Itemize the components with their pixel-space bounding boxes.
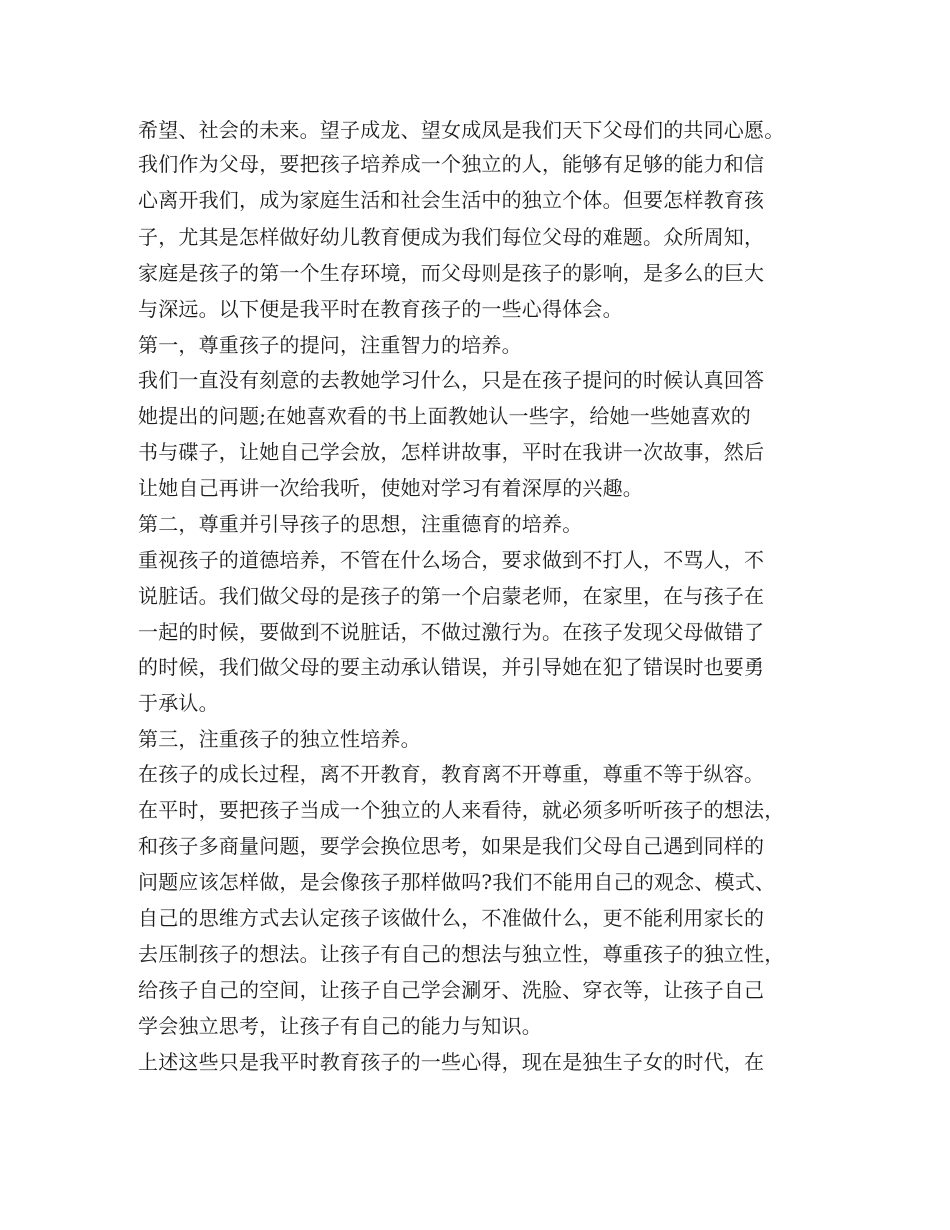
paragraph-line: 去压制孩子的想法。让孩子有自己的想法与独立性，尊重孩子的独立性， [138,942,785,966]
paragraph-line: 书与碟子，让她自己学会放，怎样讲故事，平时在我讲一次故事，然后 [138,440,765,464]
paragraph-line: 在孩子的成长过程，离不开教育，教育离不开尊重，尊重不等于纵容。 [138,762,765,786]
paragraph-line: 一起的时候，要做到不说脏话，不做过激行为。在孩子发现父母做错了 [138,620,765,644]
paragraph-line: 学会独立思考，让孩子有自己的能力与知识。 [138,1014,542,1038]
paragraph-line: 希望、社会的未来。望子成龙、望女成凤是我们天下父母们的共同心愿。 [138,118,785,142]
paragraph-line: 和孩子多商量问题，要学会换位思考，如果是我们父母自己遇到同样的 [138,834,765,858]
paragraph-line: 重视孩子的道德培养，不管在什么场合，要求做到不打人，不骂人，不 [138,548,765,572]
paragraph-line: 与深远。以下便是我平时在教育孩子的一些心得体会。 [138,297,623,321]
section-heading-first: 第一，尊重孩子的提问，注重智力的培养。 [138,333,522,357]
paragraph-line: 自己的思维方式去认定孩子该做什么，不准做什么，更不能利用家长的 [138,906,765,930]
section-heading-second: 第二，尊重并引导孩子的思想，注重德育的培养。 [138,512,583,536]
paragraph-line: 于承认。 [138,691,219,715]
paragraph-line: 给孩子自己的空间，让孩子自己学会涮牙、洗脸、穿衣等，让孩子自己 [138,978,765,1002]
paragraph-line: 家庭是孩子的第一个生存环境，而父母则是孩子的影响，是多么的巨大 [138,261,765,285]
paragraph-line: 在平时，要把孩子当成一个独立的人来看待，就必须多听听孩子的想法， [138,798,785,822]
paragraph-line: 我们作为父母，要把孩子培养成一个独立的人，能够有足够的能力和信 [138,152,765,176]
section-heading-third: 第三，注重孩子的独立性培养。 [138,727,421,751]
paragraph-line: 说脏话。我们做父母的是孩子的第一个启蒙老师，在家里，在与孩子在 [138,584,765,608]
paragraph-line: 的时候，我们做父母的要主动承认错误，并引导她在犯了错误时也要勇 [138,655,765,679]
paragraph-line: 子，尤其是怎样做好幼儿教育便成为我们每位父母的难题。众所周知， [138,225,765,249]
paragraph-line: 我们一直没有刻意的去教她学习什么，只是在孩子提问的时候认真回答 [138,368,765,392]
paragraph-line: 让她自己再讲一次给我听，使她对学习有着深厚的兴趣。 [138,476,643,500]
paragraph-line: 她提出的问题;在她喜欢看的书上面教她认一些字，给她一些她喜欢的 [138,404,751,428]
paragraph-line: 上述这些只是我平时教育孩子的一些心得，现在是独生子女的时代，在 [138,1050,765,1074]
paragraph-line: 心离开我们，成为家庭生活和社会生活中的独立个体。但要怎样教育孩 [138,188,765,212]
paragraph-line: 问题应该怎样做，是会像孩子那样做吗?我们不能用自己的观念、模式、 [138,870,776,894]
